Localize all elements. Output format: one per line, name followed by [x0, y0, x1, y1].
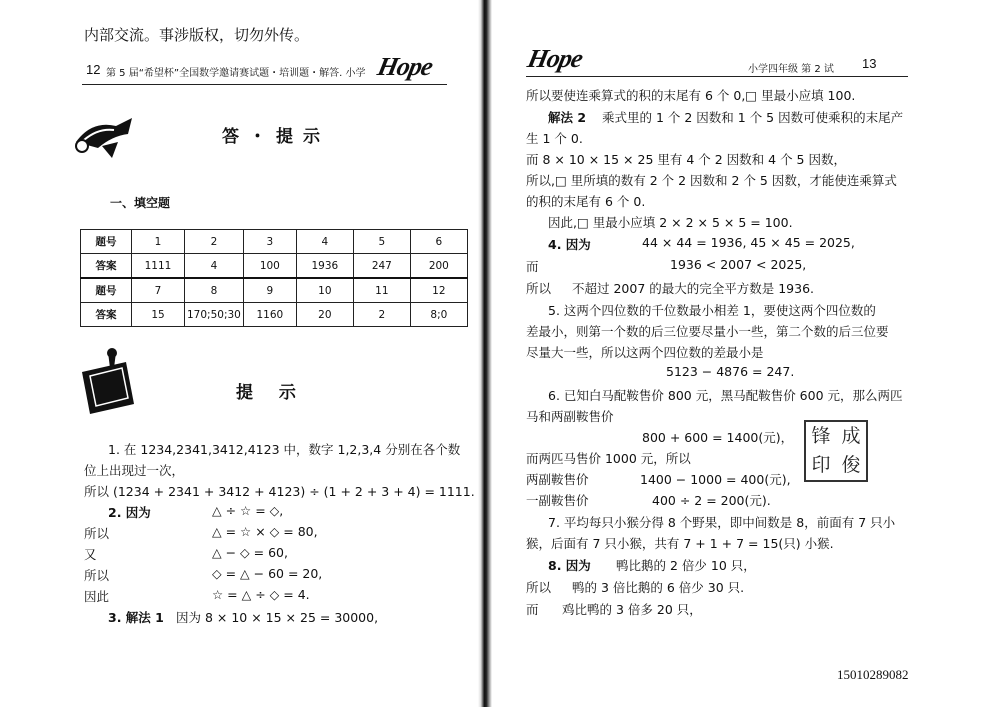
hint-2-eq-4: ◇ = △ − 60 = 20,	[212, 566, 323, 581]
hint-2-so-2: 所以	[84, 568, 110, 583]
r-line-10: 而	[526, 259, 539, 274]
stamp-char: 俊	[841, 454, 861, 476]
scroll-decoration-icon	[72, 112, 138, 160]
stamp-char: 成	[841, 425, 861, 447]
r-line-33: 鸡比鸭的 3 倍多 20 只，	[562, 602, 702, 617]
table-cell: 3	[243, 230, 296, 254]
r-line-15: 差最小，则第一个数的后三位要尽量小一些，第二个数的后三位要	[526, 324, 889, 339]
r-line-4: 而 8 × 10 × 15 × 25 里有 4 个 2 因数和 4 个 5 因数，	[526, 152, 846, 167]
hint-2-eq-1: △ ÷ ☆ = ◇,	[212, 503, 284, 518]
r-line-1: 解法 2	[548, 110, 587, 125]
table-cell: 20	[296, 303, 353, 327]
hint-2-so: 所以	[84, 526, 110, 541]
r-line-0: 所以要使连乘算式的积的末尾有 6 个 0,□ 里最小应填 100.	[526, 88, 856, 103]
table-cell: 8;0	[410, 303, 467, 327]
table-cell: 6	[410, 230, 467, 254]
table-cell: 2	[185, 230, 244, 254]
table-cell: 5	[353, 230, 410, 254]
r-line-24: 一副鞍售价	[526, 493, 589, 508]
table-cell: 1936	[296, 254, 353, 279]
r-line-11: 1936 < 2007 < 2025,	[670, 257, 807, 272]
r-line-8: 4. 因为	[548, 237, 591, 252]
r-line-20: 800 + 600 = 1400(元)，	[642, 430, 794, 445]
table-cell: 247	[353, 254, 410, 279]
table-label-q2: 题号	[81, 278, 132, 303]
hint-3-line: 因为 8 × 10 × 15 × 25 = 30000,	[176, 610, 379, 625]
r-line-18: 6. 已知白马配鞍售价 800 元，黑马配鞍售价 600 元，那么两匹	[548, 388, 903, 403]
r-line-12: 所以	[526, 281, 552, 296]
left-page	[0, 0, 478, 707]
table-cell: 10	[296, 278, 353, 303]
left-header-rule	[82, 84, 447, 85]
table-cell: 15	[132, 303, 185, 327]
book-spine	[478, 0, 492, 707]
hope-logo-left: Hope	[375, 52, 435, 81]
table-cell: 2	[353, 303, 410, 327]
table-cell: 4	[296, 230, 353, 254]
hint-2-also: 又	[84, 547, 97, 562]
r-line-22: 两副鞍售价	[526, 472, 589, 487]
r-line-32: 而	[526, 602, 539, 617]
r-line-5: 所以,□ 里所填的数有 2 个 2 因数和 2 个 5 因数，才能使连乘算式	[526, 173, 897, 188]
hint-2-eq-3: △ − ◇ = 60,	[212, 545, 288, 560]
table-label-a1: 答案	[81, 254, 132, 279]
r-line-29: 鸭比鹅的 2 倍少 10 只，	[616, 558, 756, 573]
stamp-char: 锋	[811, 425, 831, 447]
r-line-21: 而两匹马售价 1000 元，所以	[526, 451, 691, 466]
r-line-2: 乘式里的 1 个 2 因数和 1 个 5 因数可使乘积的末尾产	[602, 110, 904, 125]
left-page-header: 第 5 届“希望杯”全国数学邀请赛试题・培训题・解答. 小学	[106, 68, 366, 79]
right-page-header: 小学四年级 第 2 试	[748, 64, 834, 75]
section-fill-blank: 一、填空题	[110, 196, 171, 210]
table-cell: 100	[243, 254, 296, 279]
hint-2-eq-2: △ = ☆ × ◇ = 80,	[212, 524, 318, 539]
table-cell: 7	[132, 278, 185, 303]
answer-title: 答・提示	[222, 127, 330, 147]
table-label-a2: 答案	[81, 303, 132, 327]
r-line-16: 尽量大一些，所以这两个四位数的差最小是	[526, 345, 764, 360]
table-cell: 8	[185, 278, 244, 303]
hint-2-thus: 因此	[84, 589, 110, 604]
hint-3-label: 3. 解法 1	[108, 610, 164, 625]
table-cell: 9	[243, 278, 296, 303]
pinned-paper-icon	[76, 348, 142, 418]
table-cell: 1160	[243, 303, 296, 327]
hope-logo-right: Hope	[525, 44, 585, 73]
r-line-14: 5. 这两个四位数的千位数最小相差 1，要使这两个四位数的	[548, 303, 876, 318]
phone-number: 15010289082	[837, 667, 909, 682]
hint-1-line-2: 位上出现过一次，	[84, 463, 185, 478]
r-line-25: 400 ÷ 2 = 200(元).	[652, 493, 771, 508]
r-line-3: 生 1 个 0.	[526, 131, 583, 146]
table-cell: 4	[185, 254, 244, 279]
hint-1-line-3: 所以 (1234 + 2341 + 3412 + 4123) ÷ (1 + 2 + 3 + 4) = 1111.	[84, 484, 475, 499]
r-line-19: 马和两副鞍售价	[526, 409, 614, 424]
right-page	[492, 0, 1000, 707]
r-line-13: 不超过 2007 的最大的完全平方数是 1936.	[572, 281, 815, 296]
hint-title: 提 示	[236, 383, 306, 403]
table-label-q1: 题号	[81, 230, 132, 254]
table-cell: 11	[353, 278, 410, 303]
r-line-7: 因此,□ 里最小应填 2 × 2 × 5 × 5 = 100.	[548, 215, 793, 230]
stamp-char: 印	[811, 454, 831, 476]
table-cell: 1111	[132, 254, 185, 279]
table-cell: 1	[132, 230, 185, 254]
table-cell: 200	[410, 254, 467, 279]
r-line-27: 猴，后面有 7 只小猴，共有 7 + 1 + 7 = 15(只) 小猴.	[526, 536, 834, 551]
r-line-9: 44 × 44 = 1936, 45 × 45 = 2025,	[642, 235, 855, 250]
table-cell: 12	[410, 278, 467, 303]
right-page-number: 13	[862, 56, 877, 71]
table-cell: 170;50;30	[185, 303, 244, 327]
seal-stamp	[804, 420, 868, 482]
hint-2-label: 2. 因为	[108, 505, 151, 520]
r-line-17: 5123 − 4876 = 247.	[666, 364, 795, 379]
r-line-23: 1400 − 1000 = 400(元),	[640, 472, 791, 487]
r-line-30: 所以	[526, 580, 552, 595]
right-header-rule	[526, 76, 908, 77]
r-line-6: 的积的末尾有 6 个 0.	[526, 194, 646, 209]
r-line-28: 8. 因为	[548, 558, 591, 573]
left-page-number: 12	[86, 62, 101, 77]
r-line-26: 7. 平均每只小猴分得 8 个野果，即中间数是 8，前面有 7 只小	[548, 515, 896, 530]
hint-2-eq-5: ☆ = △ ÷ ◇ = 4.	[212, 587, 310, 602]
hint-1-line-1: 1. 在 1234,2341,3412,4123 中，数字 1,2,3,4 分别在各个数	[108, 442, 461, 457]
r-line-31: 鸭的 3 倍比鹅的 6 倍少 30 只.	[572, 580, 745, 595]
copyright-notice: 内部交流。事涉版权，切勿外传。	[84, 26, 310, 44]
answer-table	[80, 229, 468, 327]
